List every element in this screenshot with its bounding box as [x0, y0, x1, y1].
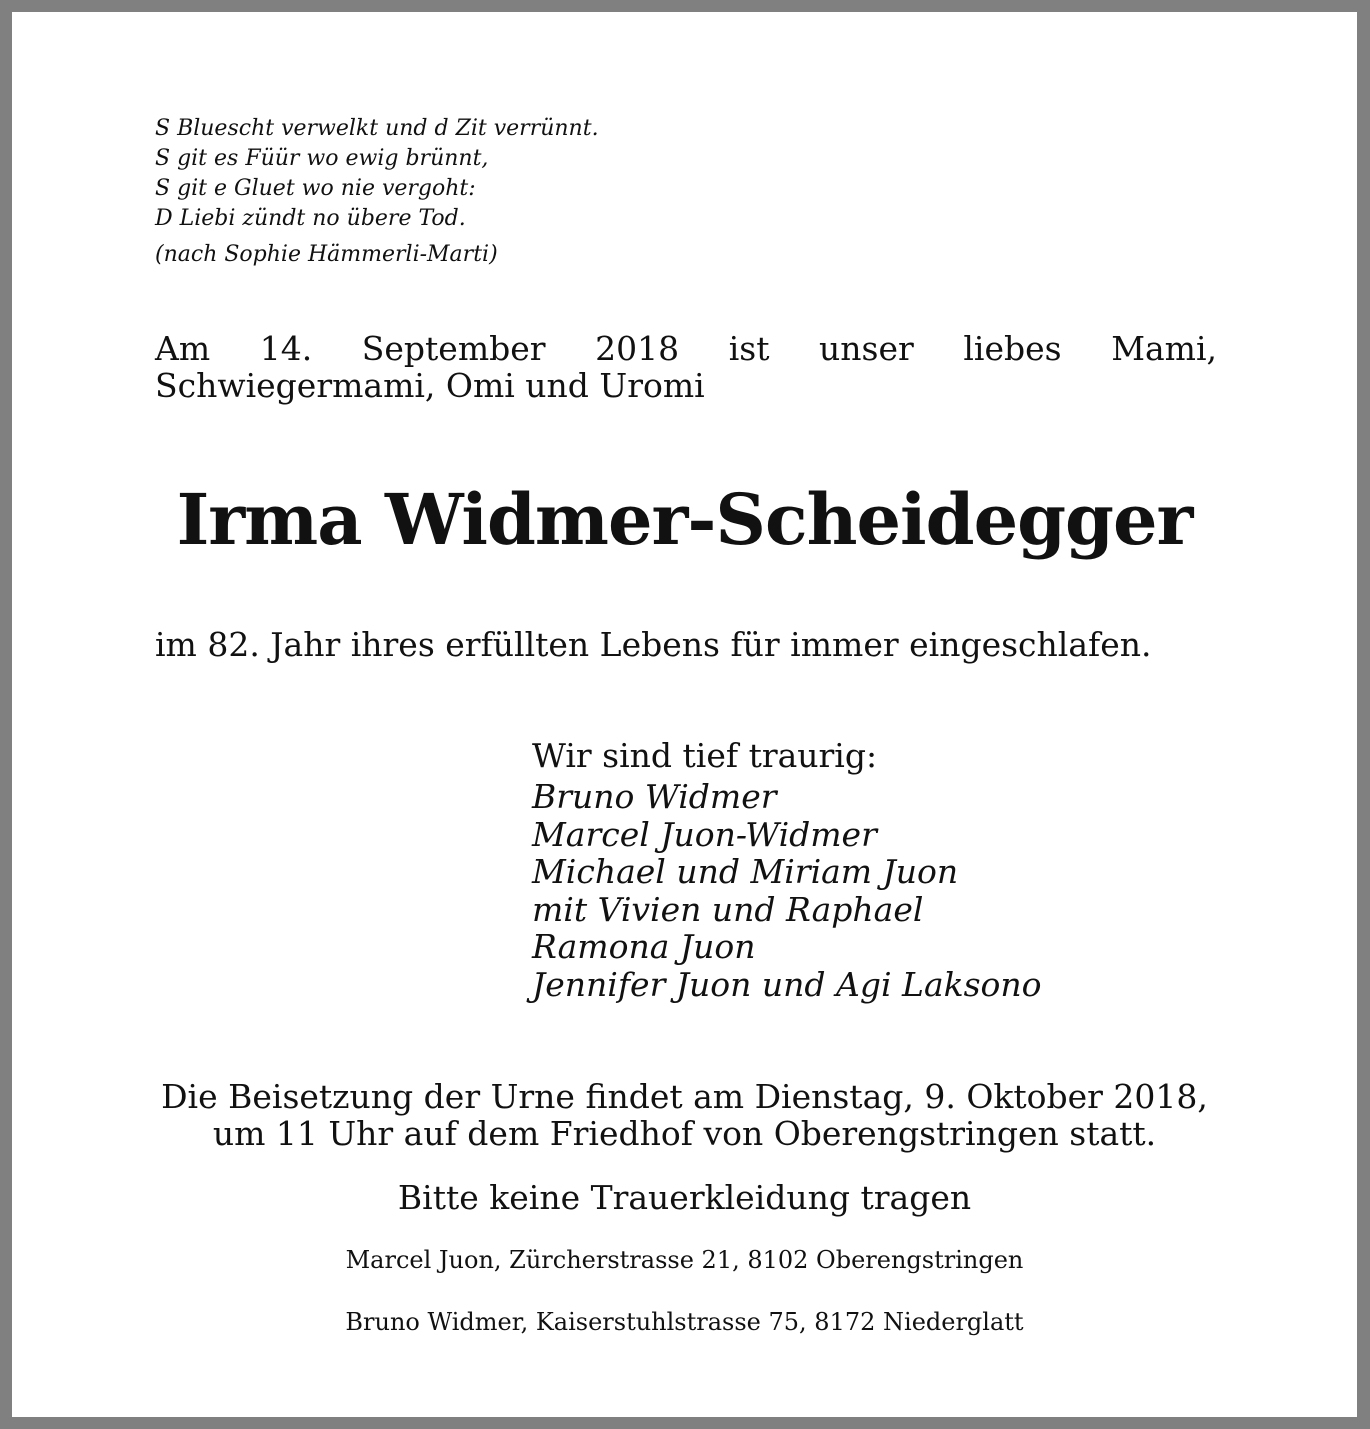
poem: [155, 114, 599, 234]
mourner-name: Ramona Juon: [532, 927, 756, 967]
intro-text: Am 14. September 2018 ist unser liebes Mami, Schwiegermami, Omi und Uromi: [155, 329, 1217, 405]
mourner-name: Marcel Juon-Widmer: [532, 814, 877, 854]
mourner-name: Michael und Miriam Juon: [532, 852, 959, 892]
deceased-name: Irma Widmer-Scheidegger: [176, 478, 1193, 561]
dress-note: Bitte keine Trauerkleidung tragen: [397, 1178, 972, 1217]
poem-line: D Liebi zündt no übere Tod.: [155, 206, 466, 231]
obituary-page: [12, 12, 1357, 1417]
age-line: im 82. Jahr ihres erfüllten Lebens für immer eingeschlafen.: [155, 625, 1152, 664]
funeral-line: Die Beisetzung der Urne findet am Dienstag, 9. Oktober 2018,: [161, 1077, 1208, 1116]
mourner-name: Bruno Widmer: [532, 777, 777, 816]
mourners-block: [532, 734, 1042, 1004]
mourner-name: Jennifer Juon und Agi Laksono: [532, 964, 1042, 1004]
poem-line: S git es Füür wo ewig brünnt,: [155, 146, 489, 171]
funeral-info: [12, 1078, 1357, 1152]
address-line: Marcel Juon, Zürcherstrasse 21, 8102 Oberengstringen: [345, 1246, 1024, 1274]
address-line: Bruno Widmer, Kaiserstuhlstrasse 75, 8172 Niederglatt: [345, 1308, 1024, 1336]
poem-attribution: (nach Sophie Hämmerli-Marti): [155, 242, 498, 267]
funeral-line: um 11 Uhr auf dem Friedhof von Oberengstringen statt.: [212, 1114, 1157, 1153]
mourner-name: mit Vivien und Raphael: [532, 889, 924, 929]
poem-line: S Bluescht verwelkt und d Zit verrünnt.: [155, 116, 599, 141]
poem-line: S git e Gluet wo nie vergoht:: [155, 176, 476, 201]
mourners-heading: Wir sind tief traurig:: [532, 736, 878, 775]
